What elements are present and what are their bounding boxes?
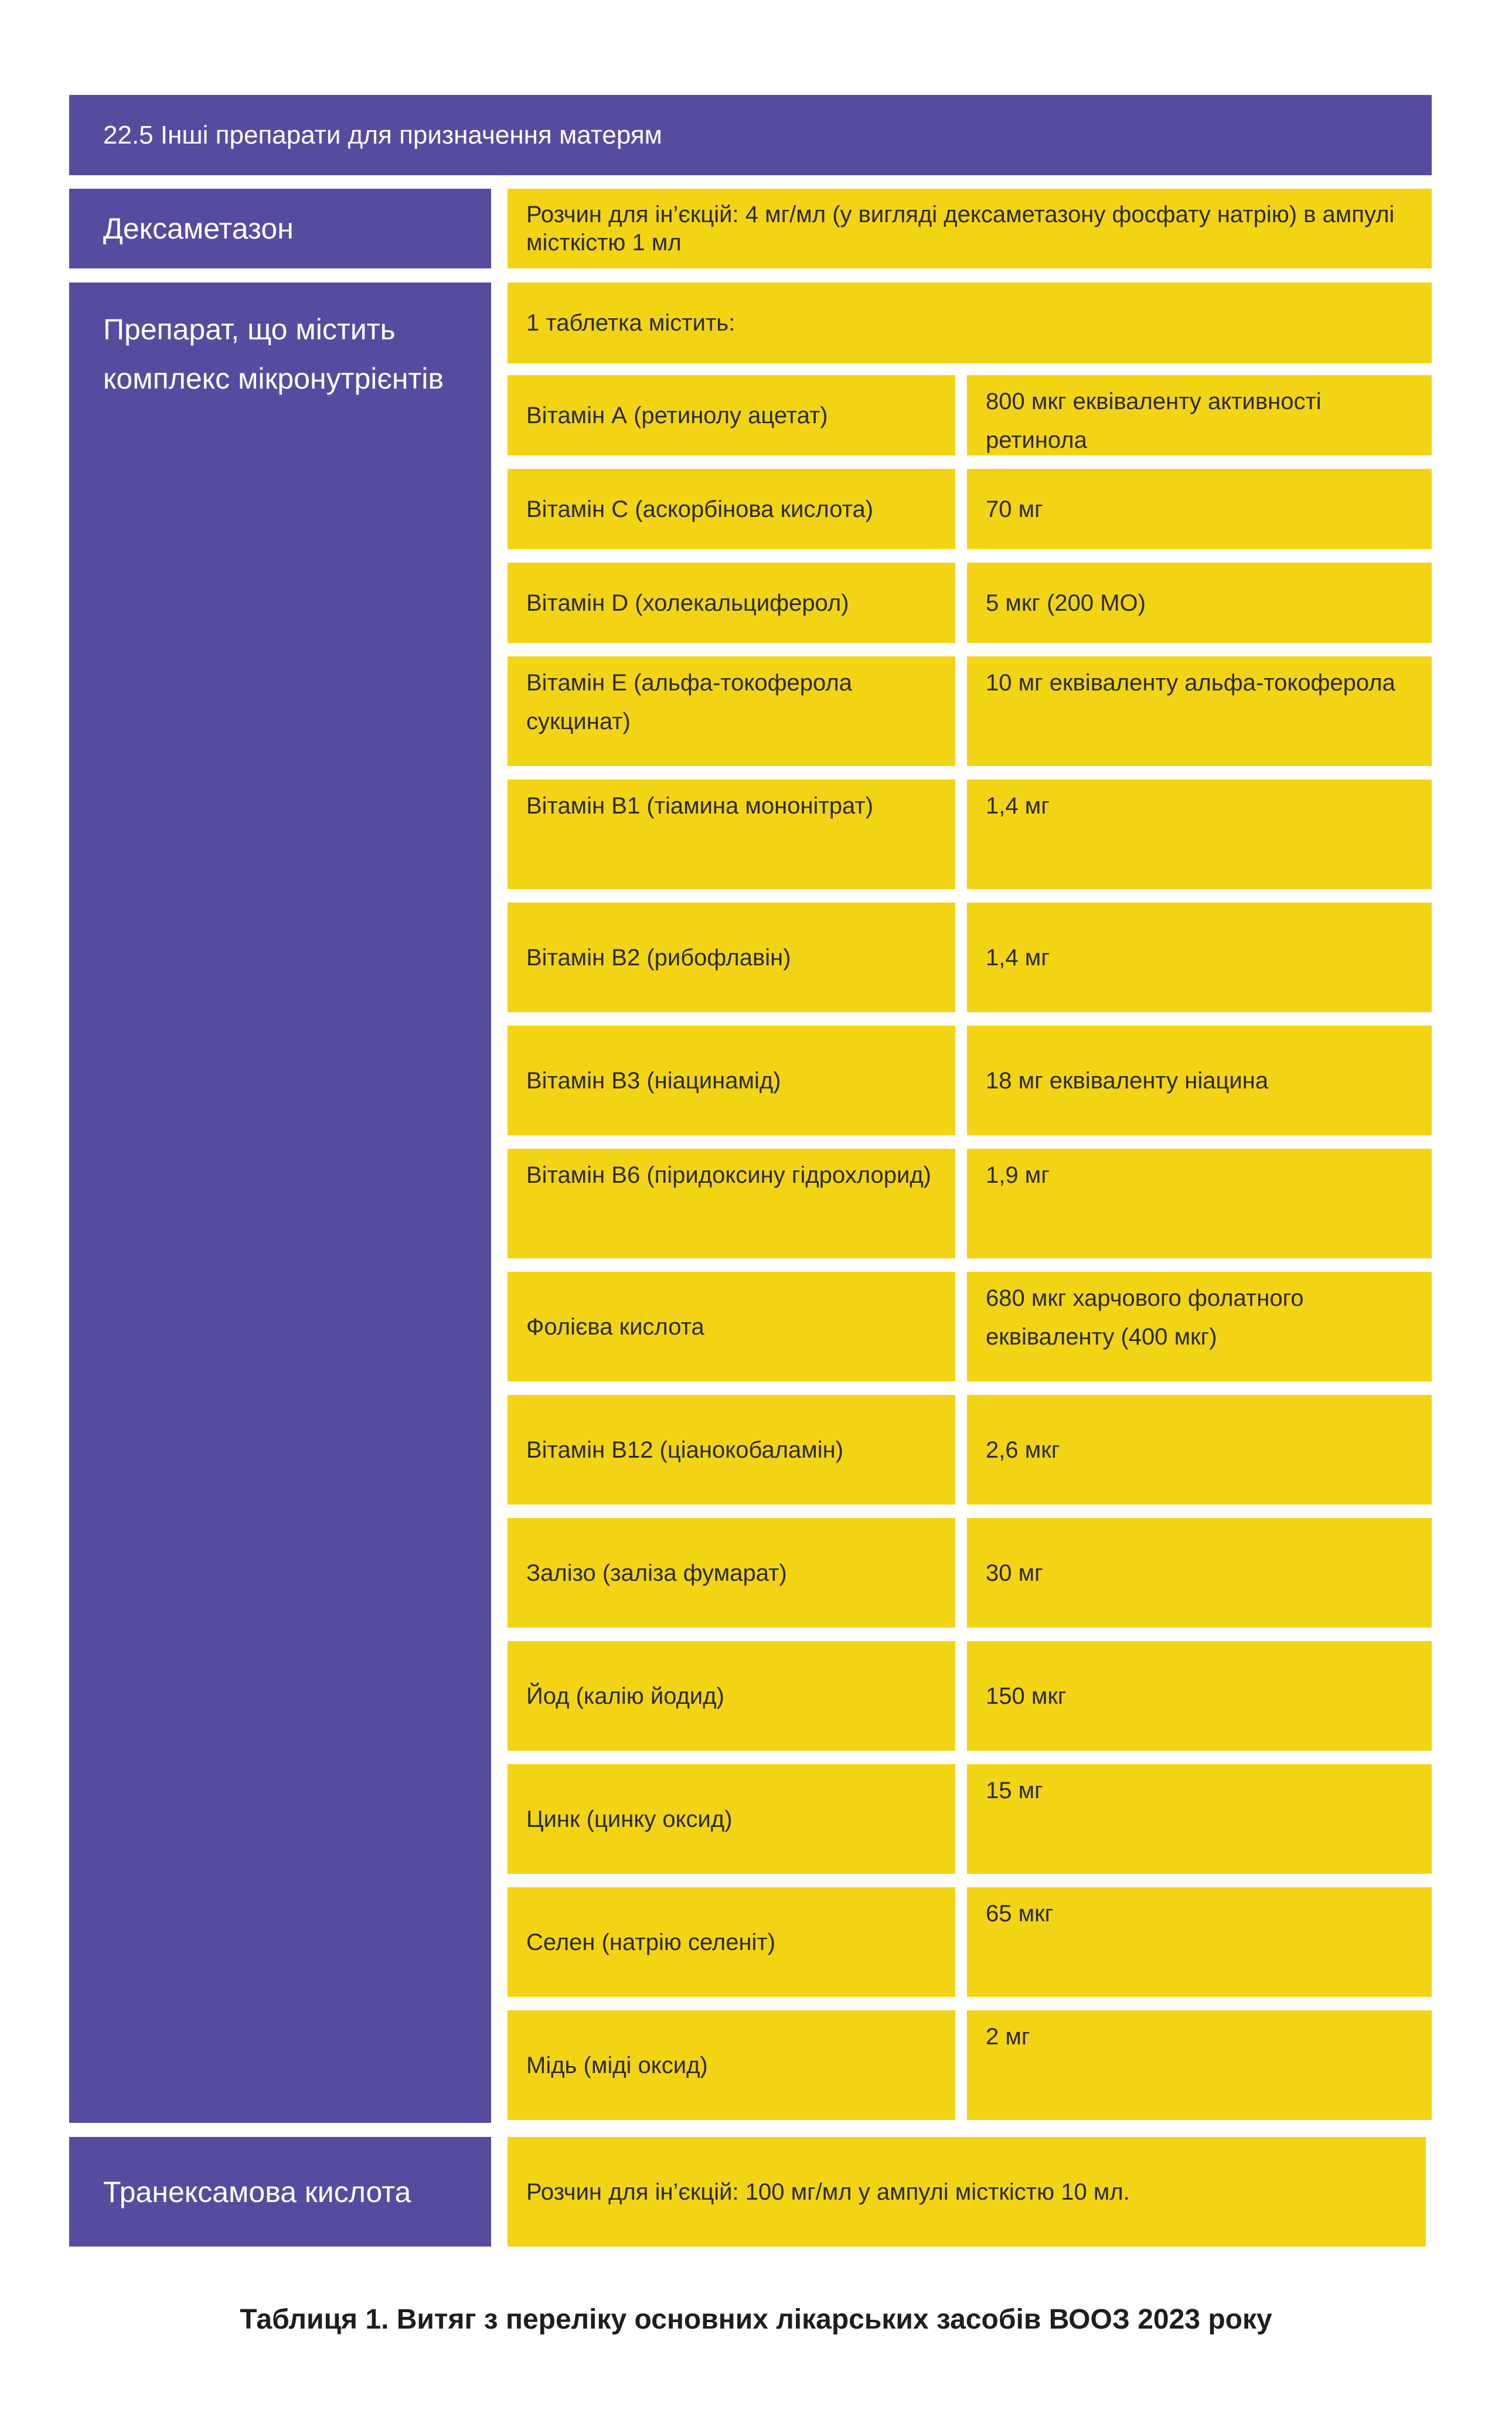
micronutrient-dose: 800 мкг еквіваленту активності ретинола: [967, 375, 1432, 455]
micronutrient-component: Мідь (міді оксид): [508, 2010, 955, 2120]
micronutrient-component: Фолієва кислота: [508, 1272, 955, 1381]
micronutrient-component: Йод (калію йодид): [508, 1641, 955, 1751]
tranexamic-label: Транексамова кислота: [69, 2137, 491, 2247]
micronutrient-component: Вітамін В12 (ціанокобаламін): [508, 1395, 955, 1505]
dexamethasone-form: Розчин для ін’єкцій: 4 мг/мл (у вигляді дексаметазону фосфату натрію) в ампулі місткістю 1 мл: [508, 189, 1432, 268]
micronutrient-component: Вітамін В1 (тіамина мононітрат): [508, 780, 955, 889]
micronutrient-dose: 30 мг: [967, 1518, 1432, 1628]
micronutrient-dose: 1,4 мг: [967, 780, 1432, 889]
micronutrient-component: Вітамін D (холекальциферол): [508, 563, 955, 643]
micronutrient-dose: 2 мг: [967, 2010, 1432, 2120]
tranexamic-form: Розчин для ін’єкцій: 100 мг/мл у ампулі місткістю 10 мл.: [508, 2137, 1426, 2247]
micronutrient-dose: 1,9 мг: [967, 1149, 1432, 1258]
micronutrient-dose: 5 мкг (200 МО): [967, 563, 1432, 643]
micronutrient-dose: 65 мкг: [967, 1887, 1432, 1997]
micronutrient-component: Вітамін В2 (рибофлавін): [508, 903, 955, 1012]
micronutrient-dose: 10 мг еквіваленту альфа-токоферола: [967, 656, 1432, 766]
micronutrients-label: Препарат, що містить комплекс мікронутрієнтів: [69, 283, 491, 2123]
micronutrient-component: Залізо (заліза фумарат): [508, 1518, 955, 1628]
micronutrient-dose: 70 мг: [967, 469, 1432, 549]
micronutrient-dose: 680 мкг харчового фолатного еквіваленту (400 мкг): [967, 1272, 1432, 1381]
micronutrient-dose: 1,4 мг: [967, 903, 1432, 1012]
section-title: 22.5 Інші препарати для призначення матерям: [69, 95, 1432, 175]
table-caption: Таблиця 1. Витяг з переліку основних лікарських засобів ВООЗ 2023 року: [240, 2304, 1272, 2335]
micronutrient-dose: 15 мг: [967, 1764, 1432, 1874]
micronutrient-component: Селен (натрію селеніт): [508, 1887, 955, 1997]
micronutrient-component: Цинк (цинку оксид): [508, 1764, 955, 1874]
micronutrients-intro: 1 таблетка містить:: [508, 283, 1432, 363]
micronutrient-component: Вітамін Е (альфа-токоферола сукцинат): [508, 656, 955, 766]
micronutrient-component: Вітамін В3 (ніацинамід): [508, 1026, 955, 1135]
micronutrient-dose: 18 мг еквіваленту ніацина: [967, 1026, 1432, 1135]
micronutrient-dose: 150 мкг: [967, 1641, 1432, 1751]
dexamethasone-label: Дексаметазон: [69, 189, 491, 268]
micronutrient-dose: 2,6 мкг: [967, 1395, 1432, 1505]
micronutrient-component: Вітамін А (ретинолу ацетат): [508, 375, 955, 455]
micronutrient-component: Вітамін В6 (піридоксину гідрохлорид): [508, 1149, 955, 1258]
micronutrient-component: Вітамін С (аскорбінова кислота): [508, 469, 955, 549]
